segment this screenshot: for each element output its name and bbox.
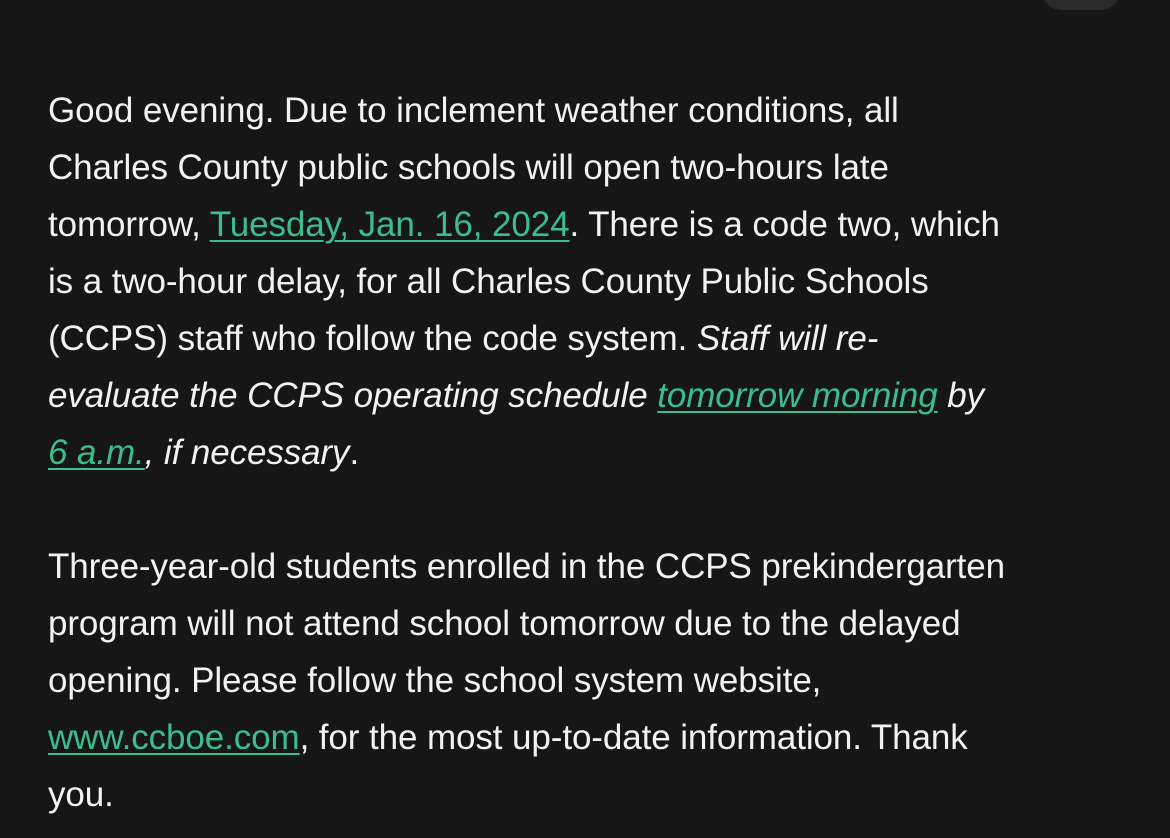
text-line: Charles County public schools will open two-hours late <box>48 148 889 187</box>
top-action-button[interactable] <box>1042 0 1120 10</box>
time-link-tomorrow-morning[interactable] <box>657 376 937 415</box>
italic-segment: , if necessary <box>144 433 350 472</box>
text-line <box>48 310 1138 367</box>
website-link[interactable]: www.ccboe.com <box>48 718 300 757</box>
italic-segment: Staff will re- <box>696 319 879 358</box>
italic-segment: evaluate the CCPS operating schedule <box>48 376 658 415</box>
text-line: Three-year-old students enrolled in the CCPS prekindergarten <box>48 547 1006 586</box>
text-segment: tomorrow, <box>48 205 210 244</box>
paragraph-prek-notice <box>48 538 1138 823</box>
text-line <box>48 424 1138 481</box>
time-link-6am[interactable] <box>48 433 145 472</box>
text-line: you. <box>48 775 114 814</box>
text-line <box>48 367 1138 424</box>
text-segment: , for the most up-to-date information. Thank <box>299 718 968 757</box>
text-line: program will not attend school tomorrow due to the delayed <box>48 604 961 643</box>
italic-link-text[interactable]: tomorrow morning <box>657 376 938 415</box>
italic-segment: by <box>937 376 985 415</box>
italic-link-text[interactable]: 6 a.m. <box>48 433 145 472</box>
text-segment: . <box>349 433 360 472</box>
text-segment: . There is a code two, which <box>569 205 1000 244</box>
paragraph-delay-notice <box>48 82 1138 481</box>
message-body <box>48 82 1138 823</box>
date-link[interactable]: Tuesday, Jan. 16, 2024 <box>209 205 570 244</box>
text-line: opening. Please follow the school system website, <box>48 661 822 700</box>
text-line <box>48 196 1138 253</box>
text-line: is a two-hour delay, for all Charles County Public Schools <box>48 262 929 301</box>
text-line <box>48 709 1138 766</box>
text-line: Good evening. Due to inclement weather conditions, all <box>48 91 899 130</box>
text-segment: (CCPS) staff who follow the code system. <box>48 319 697 358</box>
